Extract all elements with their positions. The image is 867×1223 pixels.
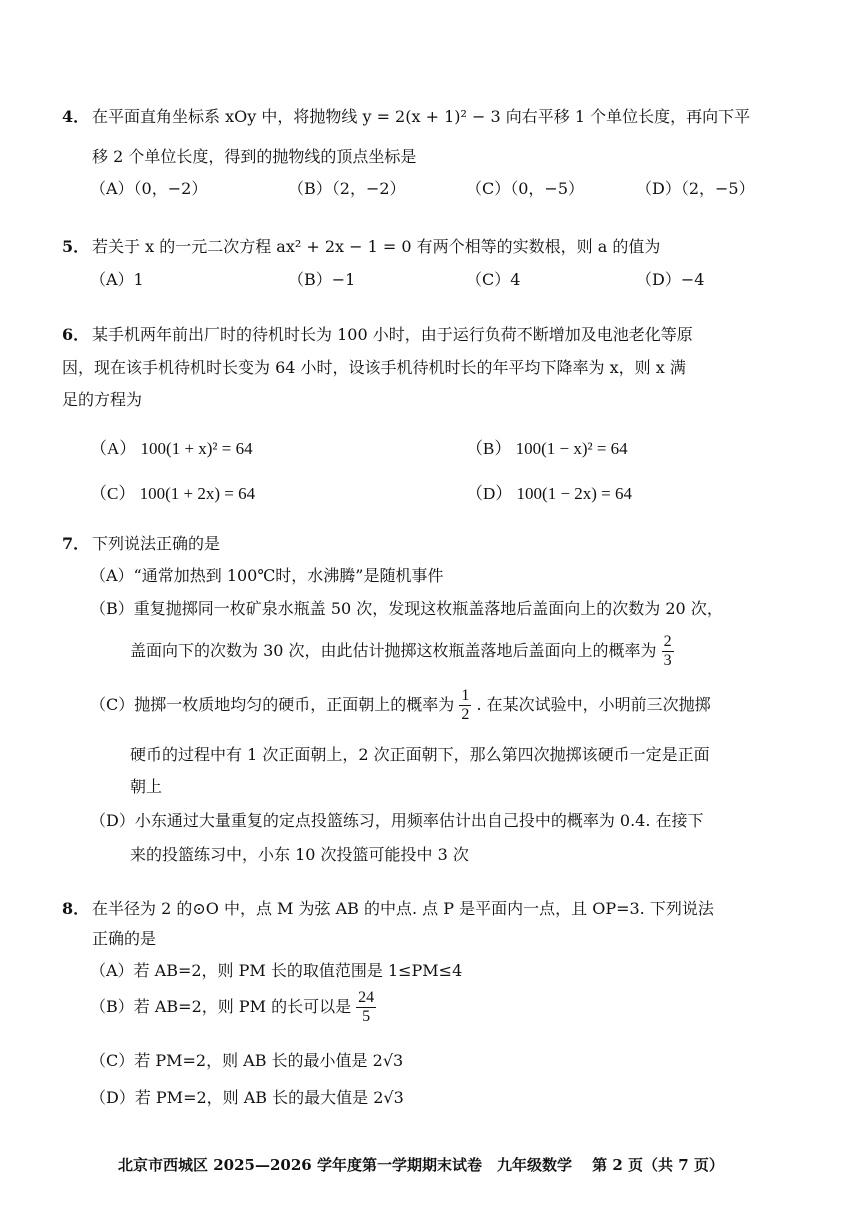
q6-option-a: （A） 100(1 + x)² = 64 [90, 439, 253, 458]
q8-stem-line2: 正确的是 [92, 929, 157, 948]
q7-option-d-line2: 来的投篮练习中，小东 10 次投篮可能投中 3 次 [130, 845, 469, 864]
q7-option-c-denominator: 2 [461, 706, 470, 723]
q6-option-c: （C） 100(1 + 2x) = 64 [90, 484, 256, 503]
q7-option-c-line3: 朝上 [130, 777, 163, 796]
q4-stem-line1: 在平面直角坐标系 xOy 中，将抛物线 y = 2(x + 1)² − 3 向右平移 1 个单位长度，再向下平 [92, 107, 751, 126]
q8-option-b-fraction [356, 990, 376, 1025]
q4-option-c: （C）（0，−5） [466, 179, 585, 198]
q8-option-b-numerator: 24 [358, 989, 375, 1006]
q7-option-b-numerator: 2 [663, 633, 672, 650]
q4-stem-line2: 移 2 个单位长度，得到的抛物线的顶点坐标是 [92, 147, 417, 166]
q5-option-b: （B）−1 [288, 270, 356, 289]
q8-option-a: （A）若 AB=2，则 PM 长的取值范围是 1≤PM≤4 [90, 961, 463, 980]
q6-stem-line3: 足的方程为 [62, 390, 143, 409]
q4-option-d: （D）（2，−5） [636, 179, 755, 198]
q7-option-c-text: （C）抛掷一枚质地均匀的硬币，正面朝上的概率为 [90, 695, 455, 714]
q7-option-c-fraction [459, 688, 471, 723]
q7-option-d-line1: （D）小东通过大量重复的定点投篮练习，用频率估计出自己投中的概率为 0.4. 在接下 [90, 811, 704, 830]
q5-option-d: （D）−4 [636, 270, 705, 289]
q7-option-a: （A）“通常加热到 100℃时，水沸腾”是随机事件 [90, 566, 444, 585]
q6-number: 6． [62, 325, 90, 344]
q7-option-b-line2 [130, 634, 674, 669]
q7-option-c-numerator: 1 [461, 687, 470, 704]
q8-number: 8． [62, 899, 90, 918]
q6-option-d: （D） 100(1 − 2x) = 64 [466, 484, 633, 503]
q5-number: 5． [62, 237, 90, 256]
q7-option-b-denominator: 3 [663, 652, 672, 669]
q6-stem-line1: 某手机两年前出厂时的待机时长为 100 小时，由于运行负荷不断增加及电池老化等原 [92, 325, 693, 344]
q8-stem-line1: 在半径为 2 的⊙O 中，点 M 为弦 AB 的中点. 点 P 是平面内一点，且 OP=3. 下列说法 [92, 899, 714, 918]
page-footer: 北京市西城区 2025—2026 学年度第一学期期末试卷 九年级数学 第 2 页（共 7 页） [118, 1156, 724, 1174]
q7-option-b-line1: （B）重复抛掷同一枚矿泉水瓶盖 50 次，发现这枚瓶盖落地后盖面向上的次数为 20 次， [90, 599, 723, 618]
q4-option-b: （B）（2，−2） [288, 179, 406, 198]
q7-option-b-fraction [662, 634, 674, 669]
q8-option-d: （D）若 PM=2，则 AB 长的最大值是 2√3 [90, 1088, 404, 1107]
q8-option-c: （C）若 PM=2，则 AB 长的最小值是 2√3 [90, 1051, 404, 1070]
q6-stem-line2: 因，现在该手机待机时长变为 64 小时，设该手机待机时长的年平均下降率为 x，则 x 满 [62, 358, 686, 377]
q7-stem: 下列说法正确的是 [92, 534, 221, 553]
q7-option-c-line2: 硬币的过程中有 1 次正面朝上，2 次正面朝下，那么第四次抛掷该硬币一定是正面 [130, 745, 710, 764]
q5-stem: 若关于 x 的一元二次方程 ax² + 2x − 1 = 0 有两个相等的实数根，则 a 的值为 [92, 237, 661, 256]
q8-option-b-denominator: 5 [362, 1008, 371, 1025]
q5-option-c: （C）4 [466, 270, 521, 289]
q7-option-b-text: 盖面向下的次数为 30 次，由此估计抛掷这枚瓶盖落地后盖面向上的概率为 [130, 641, 657, 660]
q7-number: 7． [62, 534, 90, 553]
q7-option-c-line1 [90, 688, 711, 723]
q7-option-c-tail: . 在某次试验中，小明前三次抛掷 [476, 695, 711, 714]
q4-number: 4． [62, 107, 90, 126]
q6-option-b: （B） 100(1 − x)² = 64 [466, 439, 628, 458]
q8-option-b [90, 990, 376, 1025]
q5-option-a: （A）1 [90, 270, 144, 289]
q8-option-b-text: （B）若 AB=2，则 PM 的长可以是 [90, 997, 352, 1016]
q4-option-a: （A）（0，−2） [90, 179, 208, 198]
